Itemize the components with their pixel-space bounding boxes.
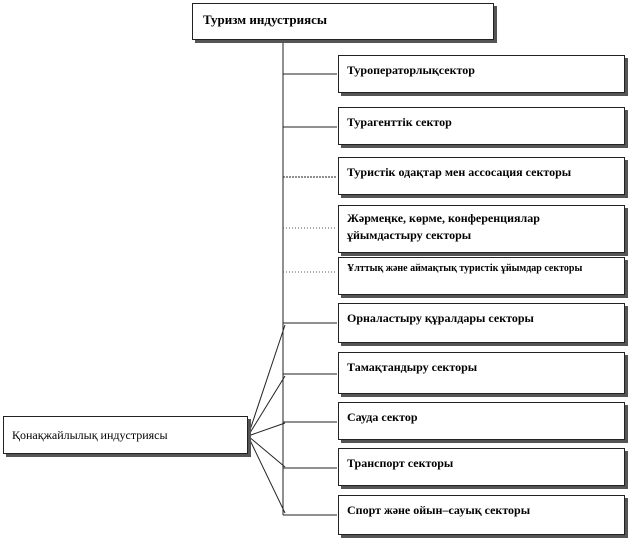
tourism-industry-title: Туризм индустриясы <box>203 12 328 27</box>
sector-travel-agency: Турагенттік сектор <box>338 107 625 145</box>
sector-sport-entertainment: Спорт және ойын–сауық секторы <box>338 495 625 535</box>
sector-transport: Транспорт секторы <box>338 448 625 486</box>
sector-fairs-exhibitions: Жәрмеңке, көрме, конференциялар ұйымдастыру секторы <box>338 205 625 253</box>
tourism-industry-box <box>192 3 494 40</box>
sector-national-regional: Ұлттық және аймақтық туристік ұйымдар секторы <box>338 257 625 295</box>
sector-tourist-unions: Туристік одақтар мен ассосация секторы <box>338 157 625 195</box>
fan-line <box>248 325 285 436</box>
fan-line <box>248 436 285 513</box>
hospitality-industry-box <box>3 416 248 454</box>
hospitality-industry-title: Қонақжайлылық индустриясы <box>12 427 168 442</box>
sector-tour-operator: Туроператорлықсектор <box>338 55 625 93</box>
sector-accommodation: Орналастыру құралдары секторы <box>338 303 625 343</box>
fan-line <box>248 423 285 436</box>
fan-line <box>248 436 285 467</box>
fan-line <box>248 376 285 436</box>
sector-catering: Тамақтандыру секторы <box>338 352 625 394</box>
sector-trade: Сауда сектор <box>338 402 625 440</box>
